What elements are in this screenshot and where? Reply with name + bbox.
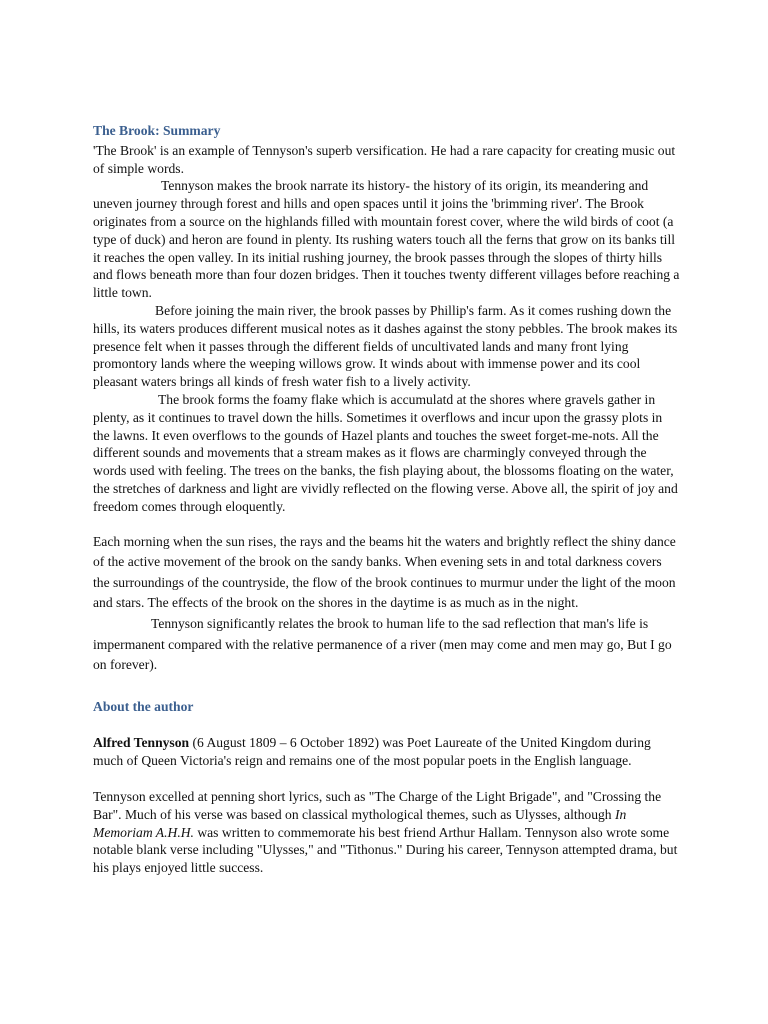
- summary-heading: The Brook: Summary: [93, 123, 221, 138]
- author-works-title: In Memoriam A.H.H.: [93, 806, 627, 840]
- summary-paragraph-morning: Each morning when the sun rises, the rays and the beams hit the waters and brightly reflect the shiny dance of the active movement of the brook on the sandy banks. When evening sets in and total darkness covers the surroundings of the countryside, the flow of the brook continues to murmur under the light of the moon and stars. The effects of the brook on the shores in the daytime is as much as in the night.: [93, 533, 676, 611]
- summary-paragraph-origin: Tennyson makes the brook narrate its history- the history of its origin, its meandering and uneven journey through forest and hills and open spaces until it joins the 'brimming river'. The Brook originates from a source on the highlands filled with mountain forest cover, where the wild birds of coot (a type of duck) and heron are found in plenty. Its rushing waters touch all the ferns that grow on its banks till it reaches the open valley. In its initial rushing journey, the brook passes through the slopes of thirty hills and flows beneath more than four dozen bridges. Then it touches twenty different villages before reaching a little town.: [93, 178, 680, 301]
- author-bio-text: (6 August 1809 – 6 October 1892) was Poet Laureate of the United Kingdom during much of Queen Victoria's reign and remains one of the most popular poets in the English language.: [93, 735, 651, 769]
- summary-paragraph-reflection: Tennyson significantly relates the brook to human life to the sad reflection that man's life is impermanent compared with the relative permanence of a river (men may come and men may go, But I go on forever).: [93, 615, 672, 673]
- document-page: [93, 122, 680, 877]
- summary-paragraph-farm: Before joining the main river, the brook passes by Phillip's farm. As it comes rushing down the hills, its waters produces different musical notes as it dashes against the stony pebbles. The brook makes its presence felt when it passes through the different fields of uncultivated lands and many front lying promontory lands where the weeping willows grow. It winds about with immense power and its cool pleasant waters brings all kinds of fresh water fish to a lively activity.: [93, 302, 678, 390]
- author-works-text-b: was written to commemorate his best friend Arthur Hallam. Tennyson also wrote some notable blank verse including "Ulysses," and "Tithonus." During his career, Tennyson attempted drama, but his plays enjoyed little success.: [93, 824, 678, 876]
- author-works-text-a: Tennyson excelled at penning short lyrics, such as "The Charge of the Light Brigade", and "Crossing the Bar". Much of his verse was based on classical mythological themes, such as Ulysses, although: [93, 789, 662, 822]
- summary-paragraph-flake: The brook forms the foamy flake which is accumulatd at the shores where gravels gather in plenty, as it continues to travel down the hills. Sometimes it overflows and incur upon the grassy plots in the lawns. It even overflows to the gounds of Hazel plants and touches the sweet forget-me-nots. All the different sounds and movements that a stream makes as it flows are charmingly conveyed through the words used with feeling. The trees on the banks, the fish playing about, the blossoms floating on the water, the stretches of darkness and light are vividly reflected on the flowing verse. Above all, the spirit of joy and freedom comes through eloquently.: [93, 391, 678, 514]
- author-name: Alfred Tennyson: [93, 735, 190, 751]
- author-paragraph-bio: [93, 734, 680, 770]
- author-paragraph-works: [93, 788, 680, 877]
- summary-paragraph-intro: 'The Brook' is an example of Tennyson's superb versification. He had a rare capacity for creating music out of simple words.: [93, 142, 676, 176]
- author-heading: About the author: [93, 698, 194, 714]
